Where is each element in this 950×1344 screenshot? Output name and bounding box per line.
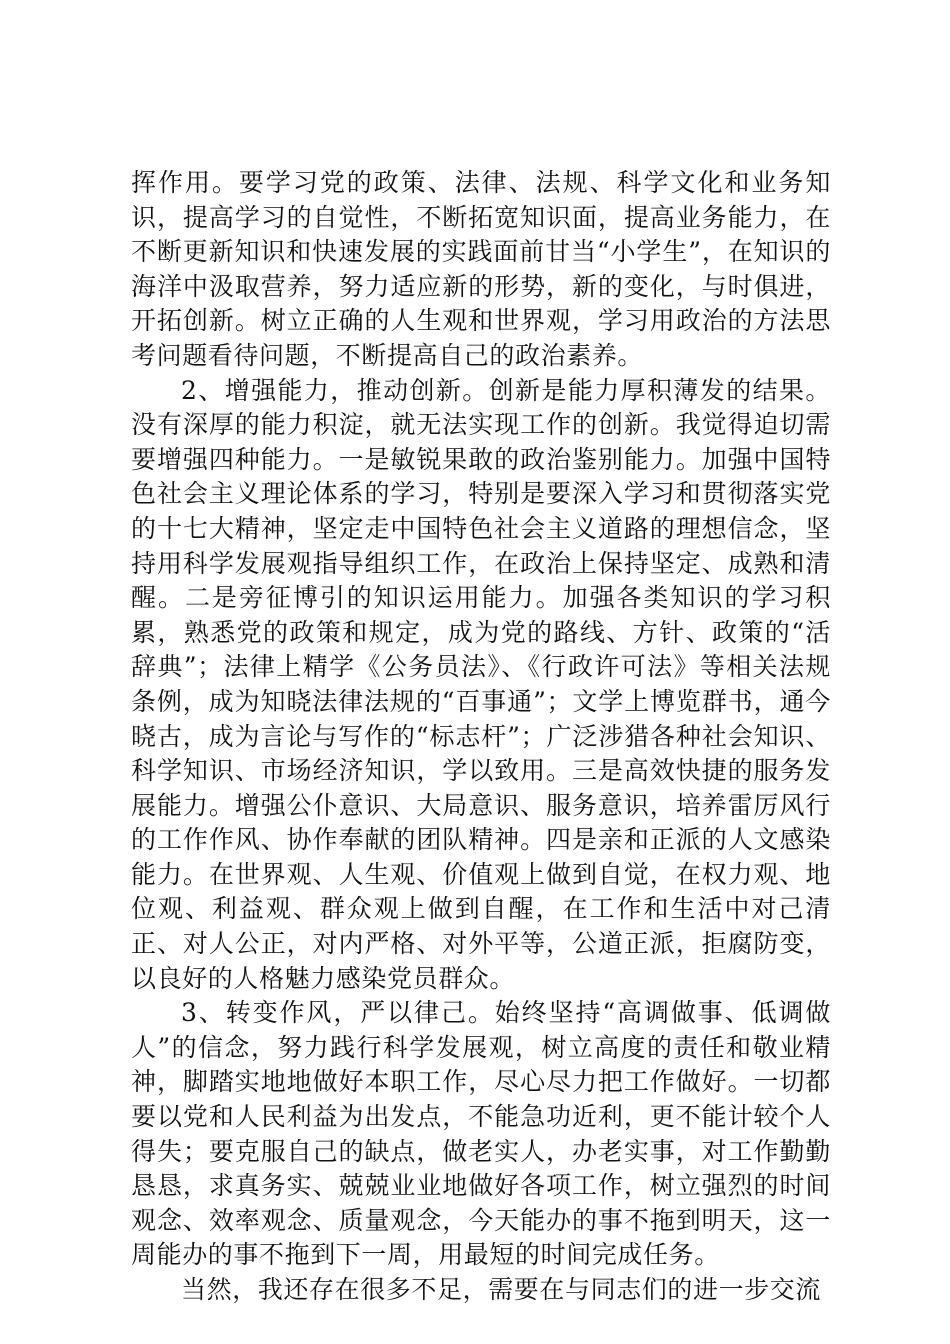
paragraph-shortcomings: 当然，我还存在很多不足，需要在与同志们的进一步交流	[181, 1275, 822, 1304]
document-body	[131, 166, 831, 1308]
paragraph-enhance-ability: 2、增强能力，推动创新。创新是能力厚积薄发的结果。没有深厚的能力积淀，就无法实现工作的创新。我觉得迫切需要增强四种能力。一是敏锐果敢的政治鉴别能力。加强中国特色社会主义理论体系的学习，特别是要深入学习和贯彻落实党的十七大精神，坚定走中国特色社会主义道路的理想信念，坚持用科学发展观指导组织工作，在政治上保持坚定、成熟和清醒。二是旁征博引的知识运用能力。加强各类知识的学习积累，熟悉党的政策和规定，成为党的路线、方针、政策的“活辞典”；法律上精学《公务员法》、《行政许可法》等相关法规条例，成为知晓法律法规的“百事通”；文学上博览群书，通今晓古，成为言论与写作的“标志杆”；广泛涉猎各种社会知识、科学知识、市场经济知识，学以致用。三是高效快捷的服务发展能力。增强公仆意识、大局意识、服务意识，培养雷厉风行的工作作风、协作奉献的团队精神。四是亲和正派的人文感染能力。在世界观、人生观、价值观上做到自觉，在权力观、地位观、利益观、群众观上做到自醒，在工作和生活中对己清正、对人公正，对内严格、对外平等，公道正派，拒腐防变，以良好的人格魅力感染党员群众。	[131, 375, 831, 993]
paragraph-change-style: 3、转变作风，严以律己。始终坚持“高调做事、低调做人”的信念，努力践行科学发展观，树立高度的责任和敬业精神，脚踏实地地做好本职工作，尽心尽力把工作做好。一切都要以党和人民利益为出发点，不能急功近利，更不能计较个人得失；要克服自己的缺点，做老实人，办老实事，对工作勤勤恳恳，求真务实、兢兢业业地做好各项工作，树立强烈的时间观念、效率观念、质量观念，今天能办的事不拖到明天，这一周能办的事不拖到下一周，用最短的时间完成任务。	[131, 998, 831, 1270]
paragraph-continuation: 挥作用。要学习党的政策、法律、法规、科学文化和业务知识，提高学习的自觉性，不断拓宽知识面，提高业务能力，在不断更新知识和快速发展的实践面前甘当“小学生”，在知识的海洋中汲取营养，努力适应新的形势，新的变化，与时俱进，开拓创新。树立正确的人生观和世界观，学习用政治的方法思考问题看待问题，不断提高自己的政治素养。	[131, 168, 831, 370]
